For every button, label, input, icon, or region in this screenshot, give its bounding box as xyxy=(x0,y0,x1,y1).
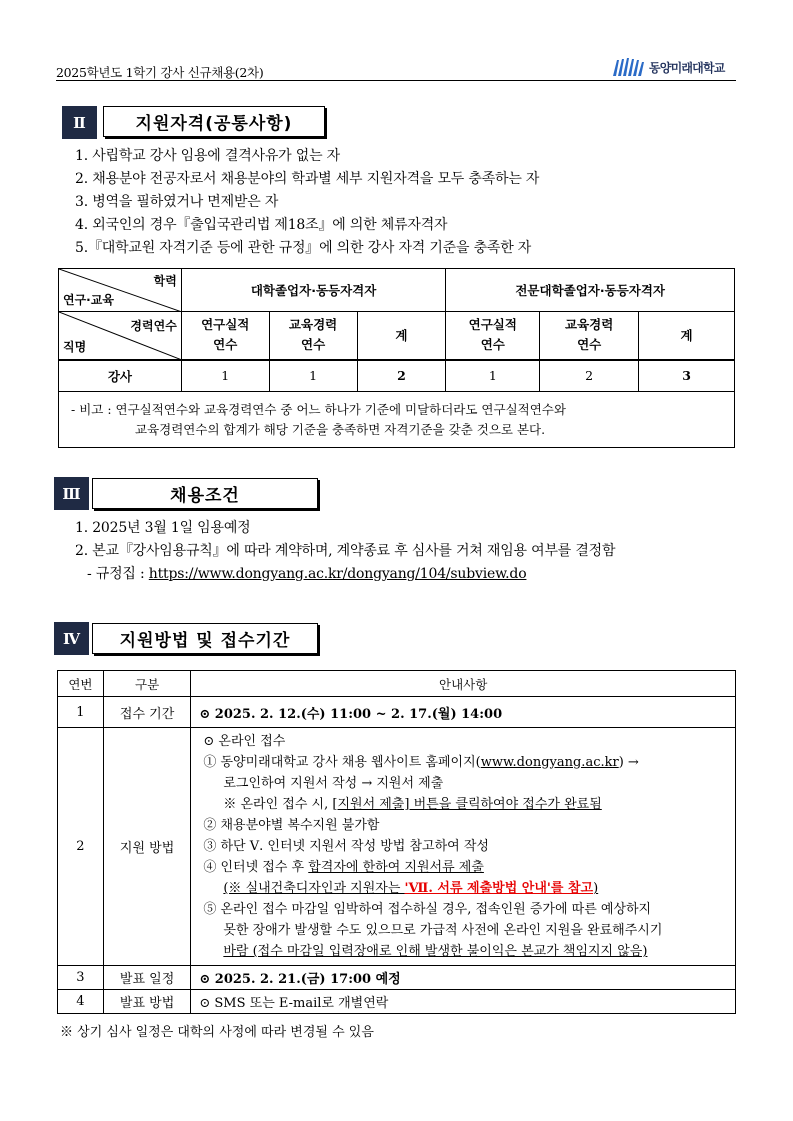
list-item: 4. 외국인의 경우『출입국관리법 제18조』에 의한 체류자격자 xyxy=(75,217,448,233)
section-title: 채용조건 xyxy=(92,478,318,509)
table-cell: 2 xyxy=(357,360,446,392)
column-header: 교육경력 연수 xyxy=(540,312,639,360)
section-title: 지원방법 및 접수기간 xyxy=(92,623,318,654)
table-cell: 2 xyxy=(540,360,639,392)
group-header: 전문대학졸업자·동등자격자 xyxy=(446,269,735,312)
table-row: 2 지원 방법 ⊙ 온라인 접수 ① 동양미래대학교 강사 채용 웹사이트 홈페이지(www.dongyang.ac.kr) → 로그인하여 지원서 작성 → 지원서 제출 ※ 온라인 접수 시, [지원서 제출] 버튼을 클릭하여야 접수가 완료됨 ② 채용분야별 복수지원 불가함 ③ 하단 Ⅴ. 인터넷 지원서 작성 방법 참고하여 작성 ④ 인터넷 접수 후 합격자에 한하여 지원서류 제출 (※ 실내건축디자인과 지원자는 'Ⅶ. 서류 제출방법 안내'를 참고) ⑤ 온라인 접수 마감일 임박하여 접수하실 경우, 접속인원 증가에 따른 예상하지 못한 장애가 발생할 수도 있으므로 가급적 사전에 온라인 지원을 완료해주시기 바람 (접수 마감일 입력장애로 인해 발생한 불이익은 본교가 책임지지 않음) xyxy=(58,728,736,966)
list-item: 2. 채용분야 전공자로서 채용분야의 학과별 세부 지원자격을 모두 충족하는 자 xyxy=(75,171,540,187)
column-header: 구분 xyxy=(103,671,191,697)
list-item: 2. 본교『강사임용규칙』에 따라 계약하며, 계약종료 후 심사를 거쳐 재임용 여부를 결정함 xyxy=(75,543,616,559)
table-cell: 1 xyxy=(181,360,269,392)
qualification-list xyxy=(75,145,539,260)
section-badge: Ⅲ xyxy=(54,477,89,510)
column-header: 안내사항 xyxy=(191,671,736,697)
table-row xyxy=(59,360,735,392)
conditions-list xyxy=(75,517,615,586)
table-corner-header: 학력 연구·교육 xyxy=(59,269,182,312)
wave-logo-icon xyxy=(612,57,646,77)
column-header: 연번 xyxy=(58,671,104,697)
column-header: 교육경력 연수 xyxy=(269,312,357,360)
column-header: 연구실적 연수 xyxy=(446,312,540,360)
group-header: 대학졸업자·동등자격자 xyxy=(181,269,446,312)
university-logo xyxy=(612,57,725,77)
website-link[interactable]: www.dongyang.ac.kr xyxy=(480,755,619,770)
regulations-link[interactable]: https://www.dongyang.ac.kr/dongyang/104/subview.do xyxy=(148,566,527,582)
table-corner-subheader: 경력연수 직명 xyxy=(59,312,182,360)
logo-text: 동양미래대학교 xyxy=(649,60,725,75)
section-title: 지원자격(공통사항) xyxy=(103,106,325,137)
table-note: - 비고 : 연구실적연수와 교육경력연수 중 어느 하나가 기준에 미달하더라도 연구실적연수와 교육경력연수의 합계가 해당 기준을 충족하면 자격기준을 갖춘 것으로 본다. xyxy=(59,392,735,448)
table-cell: 3 xyxy=(639,360,735,392)
section-badge: Ⅱ xyxy=(62,106,97,139)
qualification-table xyxy=(58,268,735,448)
table-row: 4 발표 방법 ⊙ SMS 또는 E-mail로 개별연락 xyxy=(58,990,736,1014)
document-title: 2025학년도 1학기 강사 신규채용(2차) xyxy=(56,65,264,80)
section-badge: Ⅳ xyxy=(54,622,89,655)
list-item: - 규정집 : https://www.dongyang.ac.kr/dongyang/104/subview.do xyxy=(87,566,527,582)
list-item: 5.『대학교원 자격기준 등에 관한 규정』에 의한 강사 자격 기준을 충족한 자 xyxy=(75,240,532,256)
list-item: 1. 2025년 3월 1일 임용예정 xyxy=(75,520,251,536)
table-cell: 1 xyxy=(446,360,540,392)
table-row: 3 발표 일정 ⊙ 2025. 2. 21.(금) 17:00 예정 xyxy=(58,966,736,990)
header-divider xyxy=(56,80,736,81)
column-header: 연구실적 연수 xyxy=(181,312,269,360)
application-method-details: ⊙ 온라인 접수 ① 동양미래대학교 강사 채용 웹사이트 홈페이지(www.dongyang.ac.kr) → 로그인하여 지원서 작성 → 지원서 제출 ※ 온라인 접수 시, [지원서 제출] 버튼을 클릭하여야 접수가 완료됨 ② 채용분야별 복수지원 불가함 ③ 하단 Ⅴ. 인터넷 지원서 작성 방법 참고하여 작성 ④ 인터넷 접수 후 합격자에 한하여 지원서류 제출 (※ 실내건축디자인과 지원자는 'Ⅶ. 서류 제출방법 안내'를 참고) ⑤ 온라인 접수 마감일 임박하여 접수하실 경우, 접속인원 증가에 따른 예상하지 못한 장애가 발생할 수도 있으므로 가급적 사전에 온라인 지원을 완료해주시기 바람 (접수 마감일 입력장애로 인해 발생한 불이익은 본교가 책임지지 않음) xyxy=(191,728,736,966)
list-item: 3. 병역을 필하였거나 면제받은 자 xyxy=(75,194,279,210)
list-item: 1. 사립학교 강사 임용에 결격사유가 없는 자 xyxy=(75,148,340,164)
application-table xyxy=(57,670,736,1014)
column-header: 계 xyxy=(357,312,446,360)
row-label: 강사 xyxy=(59,360,182,392)
footnote: ※ 상기 심사 일정은 대학의 사정에 따라 변경될 수 있음 xyxy=(60,1025,374,1040)
column-header: 계 xyxy=(639,312,735,360)
table-row: 1 접수 기간 ⊙ 2025. 2. 12.(수) 11:00 ~ 2. 17.(월) 14:00 xyxy=(58,697,736,728)
table-cell: 1 xyxy=(269,360,357,392)
